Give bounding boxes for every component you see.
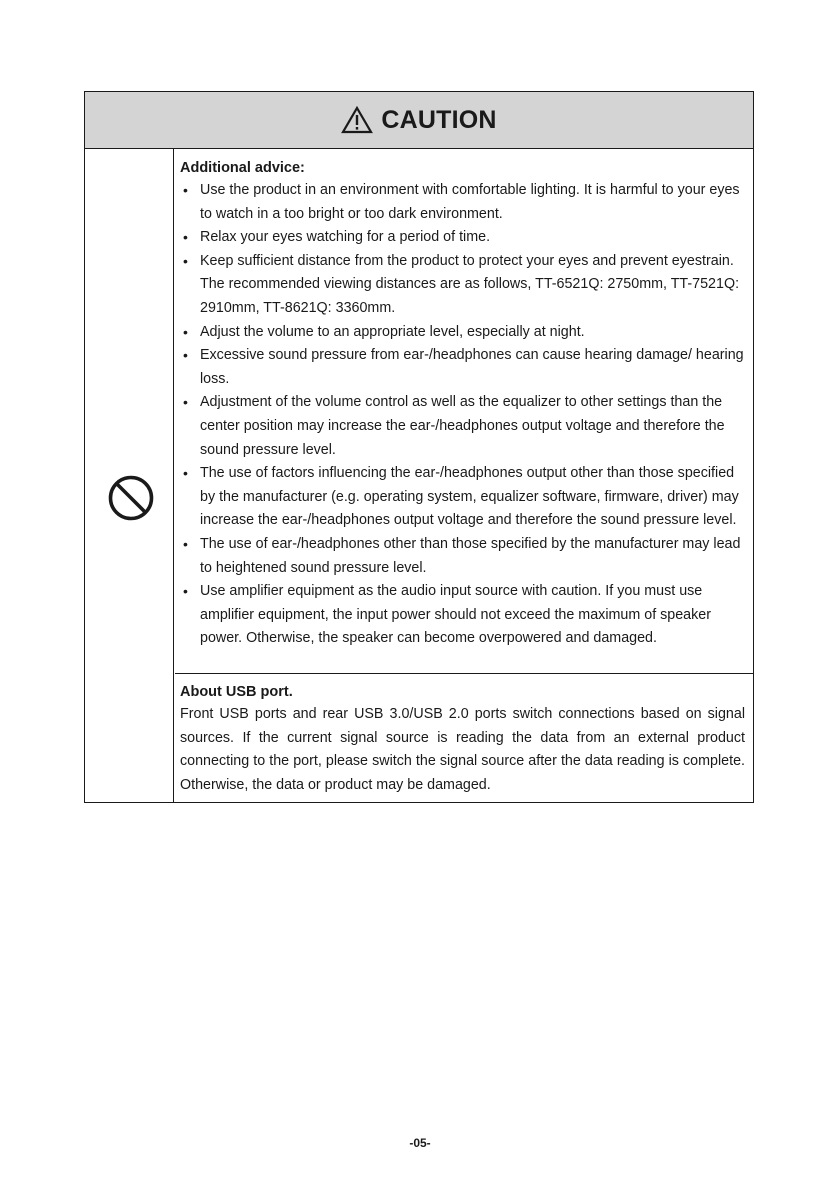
- usb-port-body: Front USB ports and rear USB 3.0/USB 2.0 ports switch connections based on signal sources. If the current signal source is reading the data from an external product connecting to the port, please switch the signal source after the data reading is complete. Otherwise, the data or product may be damaged.: [180, 706, 745, 793]
- advice-item: • Relax your eyes watching for a period of time.: [180, 226, 753, 250]
- usb-port-section: [175, 675, 753, 802]
- advice-item: • Keep sufficient distance from the product to protect your eyes and prevent eyestrain. The recommended viewing distances are as follows, TT-6521Q: 2750mm, TT-7521Q: 2910mm, TT-8621Q: 3360mm.: [180, 250, 753, 321]
- advice-item: • Use the product in an environment with comfortable lighting. It is harmful to your eyes to watch in a too bright or too dark environment.: [180, 179, 753, 226]
- advice-item: • Adjust the volume to an appropriate level, especially at night.: [180, 321, 753, 345]
- warning-triangle-icon: [341, 106, 373, 134]
- usb-port-title: About USB port.: [180, 684, 293, 700]
- advice-item: • The use of ear-/headphones other than those specified by the manufacturer may lead to heightened sound pressure level.: [180, 533, 753, 580]
- advice-item: • Use amplifier equipment as the audio input source with caution. If you must use amplifier equipment, the input power should not exceed the maximum of speaker power. Otherwise, the speaker can become overpowered and damaged.: [180, 580, 753, 651]
- page-number: -05-: [409, 1136, 431, 1150]
- advice-item: • Adjustment of the volume control as well as the equalizer to other settings than the center position may increase the ear-/headphones output voltage and therefore the sound pressure level.: [180, 391, 753, 462]
- advice-list: [180, 179, 753, 651]
- advice-item: • The use of factors influencing the ear-/headphones output other than those specified by the manufacturer (e.g. operating system, equalizer software, firmware, driver) may increase the ear-/headphones output voltage and therefore the sound pressure level.: [180, 462, 753, 533]
- additional-advice-section: [175, 149, 753, 674]
- additional-advice-title: Additional advice:: [180, 160, 305, 176]
- caution-table: [84, 91, 754, 803]
- caution-title: CAUTION: [381, 105, 497, 134]
- prohibition-icon: [108, 475, 154, 521]
- caution-header: [85, 92, 753, 149]
- icon-column: [85, 149, 174, 802]
- advice-item: • Excessive sound pressure from ear-/headphones can cause hearing damage/ hearing loss.: [180, 344, 753, 391]
